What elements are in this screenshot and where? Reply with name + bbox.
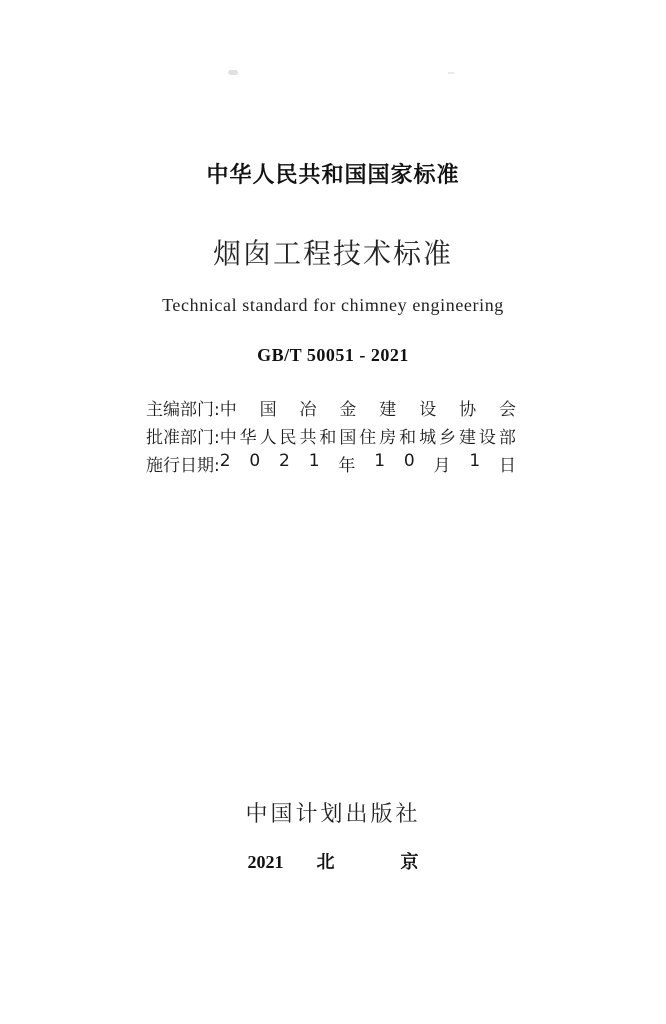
approver-row bbox=[146, 423, 516, 448]
effective-date-char: 0 bbox=[403, 451, 415, 471]
approver-char: 城 bbox=[419, 428, 437, 448]
effective-date-char: 2 bbox=[219, 451, 231, 471]
effective-date-char: 1 bbox=[469, 451, 481, 471]
approver-char: 人 bbox=[259, 428, 277, 448]
scan-smudge bbox=[228, 70, 238, 75]
chief-editor-char: 会 bbox=[498, 400, 516, 420]
publisher-name: 中国计划出版社 bbox=[245, 802, 421, 827]
approver-char: 部 bbox=[498, 428, 516, 448]
effective-date-row bbox=[146, 451, 516, 476]
approver-char: 和 bbox=[319, 428, 337, 448]
chief-editor-char: 冶 bbox=[299, 400, 317, 420]
effective-date-label: 施行日期: bbox=[146, 456, 220, 476]
effective-date-char: 1 bbox=[374, 451, 386, 471]
chief-editor-char: 建 bbox=[379, 400, 397, 420]
standard-code: GB/T 50051 - 2021 bbox=[257, 345, 409, 365]
approver-char: 建 bbox=[458, 428, 476, 448]
national-standard-heading: 中华人民共和国国家标准 bbox=[206, 163, 460, 188]
approver-char: 和 bbox=[399, 428, 417, 448]
chief-editor-char: 协 bbox=[459, 400, 477, 420]
standard-title-en: Technical standard for chimney engineering bbox=[162, 295, 504, 315]
effective-date-char: 年 bbox=[338, 456, 356, 476]
approver-char: 乡 bbox=[439, 428, 457, 448]
chief-editor-char: 设 bbox=[419, 400, 437, 420]
approver-char: 华 bbox=[239, 428, 257, 448]
chief-editor-row bbox=[146, 395, 516, 420]
effective-date-char: 1 bbox=[308, 451, 320, 471]
chief-editor-char: 国 bbox=[259, 400, 277, 420]
chief-editor-char: 金 bbox=[339, 400, 357, 420]
effective-date-value bbox=[220, 451, 516, 476]
approver-char: 国 bbox=[339, 428, 357, 448]
approver-label: 批准部门: bbox=[146, 428, 220, 448]
effective-date-char: 2 bbox=[279, 451, 290, 471]
approver-char: 房 bbox=[379, 428, 397, 448]
approver-value bbox=[220, 423, 516, 448]
effective-date-char: 0 bbox=[249, 451, 261, 471]
effective-date-char: 月 bbox=[433, 456, 451, 476]
chief-editor-char: 中 bbox=[219, 400, 237, 420]
effective-date-char: 日 bbox=[498, 456, 516, 476]
standard-title-cn: 烟囱工程技术标准 bbox=[212, 237, 453, 270]
chief-editor-label: 主编部门: bbox=[146, 400, 220, 420]
publication-year-place: 2021 北 京 bbox=[247, 852, 419, 872]
approver-char: 中 bbox=[219, 428, 237, 448]
approver-char: 民 bbox=[279, 428, 297, 448]
approver-char: 共 bbox=[299, 428, 317, 448]
approver-char: 住 bbox=[359, 428, 377, 448]
chief-editor-value bbox=[220, 395, 516, 420]
approver-char: 设 bbox=[478, 428, 496, 448]
scan-speck bbox=[448, 72, 454, 74]
